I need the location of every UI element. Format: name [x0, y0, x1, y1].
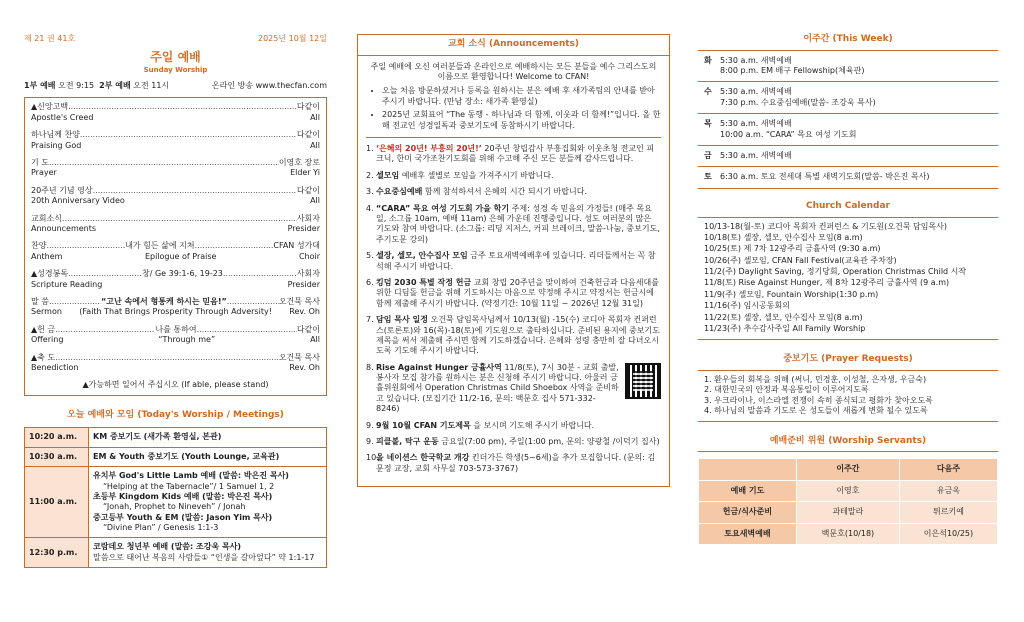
announcement-head: 올 네이션스 한국학교 개강	[376, 453, 470, 463]
liturgy-ko: 기 도	[31, 158, 49, 168]
liturgy-leader	[55, 353, 279, 363]
announcement-body: 20주년 창립감사 부흥집회와 이웃초청 전교인 피크닉, 한미 국가조찬기도회를 위해 수고해 주신 모든 분들께 감사드립니다.	[376, 144, 655, 164]
liturgy-en: Sermon	[31, 307, 62, 317]
announcement-body: 오건묵 담임목사님께서 10/13(월) -15(수) 코디아 목회자 컨퍼런스(토론토)와 16(목)-18(토)에 기도원으로 출타하십니다. 준비된 용지에 중보기도제목을 써서 제출해 주시면 함께 기도하겠습니다. 은혜와 성령 충만히 잘 다녀오시도록 기도해 주시기 바랍니다.	[376, 315, 660, 356]
today-row	[25, 447, 327, 466]
announcement-head: 9월 10월 CFAN 기도제목	[376, 420, 471, 430]
week-lines	[720, 119, 856, 140]
announcements-title: 교회 소식 (Announcements)	[358, 35, 669, 56]
servants-next-week: 이은석10/25)	[899, 523, 997, 544]
liturgy-middle: “고난 속에서 형통케 하시는 믿음!”	[101, 296, 227, 306]
this-week-list	[698, 51, 998, 189]
announcement-body: 교회 창립 20주년을 맞이하여 건축헌금과 다음세대를 위한 디딤돌 헌금을 위해 기도하시는 마음으로 약정해 주시고 약정서는 헌금시에 함께 제출해 주시기 바랍니다. (약정기간: 10월 11일 ~ 2026년 12월 31일)	[376, 277, 659, 308]
calendar-item: 11/16(주) 임시공동회의	[704, 301, 790, 311]
liturgy-item	[31, 241, 320, 262]
week-lines	[720, 151, 792, 161]
announcement-head: 킹덤 2030 특별 작정 헌금	[376, 277, 472, 287]
week-item	[698, 51, 998, 83]
prayer-item: 2. 대한민국의 안정과 복음통일이 이루어지도록	[704, 385, 869, 395]
liturgy-row	[31, 269, 320, 279]
bulletin-header	[24, 34, 327, 44]
liturgy-item	[31, 102, 320, 123]
liturgy-ko: 하나님께 찬양	[31, 130, 80, 140]
second-service-time: 오전 11시	[133, 81, 170, 91]
announcement-number: 4.	[366, 203, 374, 213]
today-time: 12:30 p.m.	[25, 538, 89, 568]
liturgy-item	[31, 269, 320, 290]
announcement-item	[366, 421, 661, 431]
servants-role: 예배 기도	[699, 480, 797, 501]
liturgy-right: 이영호 장로	[278, 158, 320, 168]
liturgy-en-row	[31, 168, 320, 178]
liturgy-en: Prayer	[31, 168, 57, 178]
liturgy-right: 다같이	[296, 185, 320, 195]
sunday-worship-title: 주일 예배	[150, 50, 201, 65]
liturgy-en-row	[31, 224, 320, 234]
prayer-requests-list	[698, 371, 998, 422]
liturgy-right: 다같이	[296, 130, 320, 140]
servants-header: 이주간	[796, 459, 899, 480]
liturgy-item	[31, 325, 320, 346]
liturgy-en-row	[31, 141, 320, 151]
announcement-text	[376, 171, 661, 181]
today-line: 초등부 Kingdom Kids 예배 (말씀: 박은진 목사)	[93, 491, 273, 501]
liturgy-leader	[197, 325, 297, 335]
liturgy-en-right: All	[310, 112, 320, 122]
liturgy-leader	[49, 297, 101, 307]
order-of-worship-column	[24, 0, 327, 568]
qr-code-icon	[625, 363, 661, 399]
liturgy-ko: 교회소식	[31, 213, 62, 223]
week-item	[698, 167, 998, 188]
announcement-item	[366, 278, 661, 309]
liturgy-right: 오건묵 목사	[278, 296, 320, 306]
liturgy-row	[31, 130, 320, 140]
week-line: 8:00 p.m. EM 배구 Fellowship(체육관)	[720, 66, 865, 76]
liturgy-row	[31, 297, 320, 307]
liturgy-list	[31, 102, 320, 373]
liturgy-leader	[68, 102, 297, 112]
today-time: 10:20 a.m.	[25, 428, 89, 447]
announcement-text	[376, 251, 661, 272]
liturgy-leader	[55, 325, 155, 335]
liturgy-leader	[223, 269, 297, 279]
announcement-text	[376, 187, 661, 197]
week-line: 5:30 a.m. 새벽예배	[720, 55, 792, 65]
liturgy-en-right: Elder Yi	[290, 168, 320, 178]
week-item	[698, 114, 998, 146]
liturgy-en-row	[31, 196, 320, 206]
announcement-text	[376, 278, 661, 309]
liturgy-row	[31, 353, 320, 363]
announcement-item	[366, 251, 661, 272]
announcement-head: 담임 목사 일정	[376, 315, 428, 325]
calendar-item: 10/18(토) 셀장, 셀모, 안수집사 모임(8 a.m)	[704, 232, 863, 242]
bulletin-date: 2025년 10월 12일	[258, 34, 327, 43]
liturgy-en-right: Presider	[287, 223, 320, 233]
first-service-time: 오전 9:15	[58, 81, 95, 91]
calendar-item: 10/26(주) 셀모임, CFAN Fall Festival(교육관 주차장)	[704, 255, 897, 265]
announcement-text	[376, 421, 661, 431]
liturgy-en-row	[31, 335, 320, 345]
liturgy-item	[31, 158, 320, 179]
announcement-body: 11/8(토), 7시 30분 - 교회 출발, 봉사자 모집 참가를 원하시는 분은 신청해 주시기 바랍니다. 아울러 긍휼위원회에서 Operation Christmas Child Shoebox 사역을 준비하고 있습니다. (모집기간 11/2-16, 문의: 백문호 집사 571-332-8246)	[376, 362, 619, 414]
announcement-number: 5.	[366, 251, 374, 261]
worship-servants-title: 예배준비 위원 (Worship Servants)	[698, 436, 998, 453]
today-worship-title: 오늘 예배와 모임 (Today's Worship / Meetings)	[67, 409, 284, 420]
today-row	[25, 467, 327, 538]
calendar-title: Church Calendar	[698, 201, 998, 218]
liturgy-row	[31, 102, 320, 112]
week-item	[698, 82, 998, 114]
announcement-body: 금주 토요새벽예배후에 있습니다. 리더들께서는 꼭 참석해 주시기 바랍니다.	[376, 251, 656, 271]
week-line: 5:30 a.m. 새벽예배	[720, 151, 792, 161]
announcement-body: 금요일(7:00 pm), 주일(1:00 pm, 문의: 양광철 /이덕기 집사)	[441, 437, 660, 447]
calendar-item: 11/9(주) 셀모임, Fountain Worship(1:30 p.m)	[704, 289, 879, 299]
liturgy-en-middle: (Faith That Brings Prosperity Through Adversity!	[79, 307, 272, 317]
announcement-item	[366, 437, 661, 447]
liturgy-middle: 창/ Ge 39:1-6, 19-23	[141, 269, 223, 279]
volume-number: 제 21 권 41호	[24, 34, 76, 43]
today-time: 11:00 a.m.	[25, 467, 89, 538]
announcement-item	[366, 363, 661, 415]
liturgy-leader	[80, 130, 297, 140]
announcement-head: 셀장, 셀모, 안수집사 모임	[376, 251, 468, 261]
week-day: 금	[704, 151, 712, 161]
calendar-item: 11/8(토) Rise Against Hunger, 제 8차 12광주리 긍휼사역 (9 a.m)	[704, 278, 950, 288]
week-line: 10:00 a.m. “CARA” 목요 여성 기도회	[720, 129, 857, 139]
liturgy-item	[31, 297, 320, 318]
liturgy-item	[31, 214, 320, 235]
liturgy-en-right: Rev. Oh	[289, 307, 320, 317]
first-service-label: 1부 예배	[24, 81, 56, 91]
stand-note: ▲가능하면 일어서 주십시오 (If able, please stand)	[82, 380, 269, 390]
servants-row	[699, 523, 998, 544]
today-detail	[89, 428, 327, 447]
announcement-text	[376, 204, 661, 246]
today-detail	[89, 538, 327, 568]
liturgy-item	[31, 353, 320, 374]
calendar-item: 11/23(주) 추수감사주일 All Family Worship	[704, 324, 866, 334]
liturgy-ko: ▲성경봉독	[31, 269, 69, 279]
second-service-label: 2부 예배	[99, 81, 131, 91]
announcement-body: 함께 참석하셔서 은혜의 시간 되시기 바랍니다.	[424, 187, 588, 197]
calendar-item: 10/25(토) 제 7차 12광주리 긍휼사역 (9:30 a.m)	[704, 244, 881, 254]
announcement-head: 셀모임	[376, 170, 400, 180]
announcement-number: 7.	[366, 315, 374, 325]
announcement-head: Rise Against Hunger 긍휼사역	[376, 362, 502, 372]
week-lines	[720, 87, 876, 108]
servants-header: 다음주	[899, 459, 997, 480]
liturgy-ko: 말 씀	[31, 296, 49, 306]
liturgy-box	[24, 97, 327, 395]
announcement-number: 10.	[366, 453, 379, 463]
calendar-list	[698, 218, 998, 341]
liturgy-item	[31, 130, 320, 151]
worship-servants-table	[698, 458, 998, 545]
announcement-item	[366, 171, 661, 181]
servants-this-week: 이영호	[796, 480, 899, 501]
servants-role: 토요새벽예배	[699, 523, 797, 544]
liturgy-right: CFAN 성가대	[273, 241, 320, 251]
today-line: “Divine Plan” / Genesis 1:1-3	[103, 523, 219, 533]
liturgy-row	[31, 325, 320, 335]
announcement-number: 9.	[366, 437, 374, 447]
week-day: 토	[704, 172, 712, 182]
liturgy-ko: ▲축 도	[31, 352, 56, 362]
announcement-body: 킨더가든 학생(5~6세)을 추가 모집합니다. (문의: 김문정 교장, 교회 사무실 703-573-3767)	[376, 453, 656, 473]
announcement-number: 2.	[366, 170, 374, 180]
announcements-box	[357, 34, 670, 487]
calendar-item: 11/2(주) Daylight Saving, 정기당회, Operation Christmas Child 시작	[704, 267, 967, 277]
liturgy-right: 다같이	[296, 324, 320, 334]
today-line: “Helping at the Tabernacle”/ 1 Samuel 1, 2	[103, 481, 275, 491]
week-line: 5:30 a.m. 새벽예배	[720, 87, 792, 97]
announcement-item	[366, 144, 661, 165]
liturgy-leader	[195, 241, 274, 251]
liturgy-en-right: Rev. Oh	[289, 362, 320, 372]
announcement-list	[366, 144, 661, 474]
welcome-bullet: • 2025년 교회표어 “The 동행 - 하나님과 더 함께, 이웃과 더 함께!”입니다. 올 한해 전교인 성경일독과 중보기도에 동참하시기 바랍니다.	[382, 110, 661, 131]
liturgy-leader	[46, 241, 125, 251]
liturgy-right: 다같이	[296, 102, 320, 112]
today-time: 10:30 a.m.	[25, 447, 89, 466]
week-day: 수	[704, 87, 712, 97]
week-line: 7:30 p.m. 수요중심예배(말씀- 조강욱 목사)	[720, 97, 876, 107]
liturgy-en: Benediction	[31, 362, 79, 372]
week-lines	[720, 172, 930, 182]
liturgy-en-right: All	[310, 196, 320, 206]
servants-next-week: 튀르키예	[899, 502, 997, 523]
service-times	[24, 81, 327, 91]
liturgy-en-middle: “Through me”	[158, 335, 216, 345]
week-line: 6:30 a.m. 토요 전세대 특별 새벽기도회(말씀- 박은진 목사)	[720, 172, 930, 182]
liturgy-en: Announcements	[31, 223, 97, 233]
liturgy-en-right: Presider	[287, 279, 320, 289]
liturgy-right: 사회자	[296, 213, 320, 223]
calendar-item: 11/22(토) 셀장, 셀모, 안수집사 모임(8 a.m)	[704, 312, 863, 322]
sunday-worship-subtitle: Sunday Worship	[143, 65, 208, 74]
servants-header	[699, 459, 797, 480]
liturgy-middle: 나를 통하여	[155, 324, 197, 334]
today-row	[25, 428, 327, 447]
announcement-text	[376, 363, 661, 415]
servants-row	[699, 480, 998, 501]
liturgy-ko: ▲헌 금	[31, 324, 56, 334]
this-week-title: 이주간 (This Week)	[698, 34, 998, 51]
liturgy-ko: ▲신앙고백	[31, 102, 69, 112]
liturgy-row	[31, 214, 320, 224]
liturgy-en-row	[31, 307, 320, 317]
liturgy-en: Anthem	[31, 251, 63, 261]
online-broadcast: 온라인 방송 www.thecfan.com	[211, 81, 327, 91]
liturgy-leader	[62, 214, 297, 224]
week-day: 목	[704, 119, 712, 129]
announcement-body: 주제: 성경 속 믿음의 가정들! (매주 목요일, 소그룹 10am, 예배 11am) 은혜 가운데 진행중입니다. 성도 여러분의 많은 기도와 참여 바랍니다. (소그룹: 리딩 지저스, 커피 브레이크, 말씀-나눔, 중보기도, 주기도문 강의)	[376, 203, 660, 244]
prayer-requests-title: 중보기도 (Prayer Requests)	[698, 354, 998, 371]
liturgy-en-right: All	[310, 335, 320, 345]
liturgy-right: 오건묵 목사	[278, 352, 320, 362]
announcement-head: 피클볼, 탁구 운동	[376, 437, 439, 447]
announcement-number: 8.	[366, 362, 374, 372]
servants-role: 헌금/식사준비	[699, 502, 797, 523]
liturgy-ko: 20주년 기념 영상	[31, 185, 93, 195]
servants-this-week: 과테말라	[796, 502, 899, 523]
calendar-item: 10/13-18(월-토) 코디아 목회자 컨퍼런스 & 기도원(오건묵 담임목사)	[704, 221, 948, 231]
liturgy-en-row	[31, 280, 320, 290]
announcement-item	[366, 187, 661, 197]
liturgy-en: Scripture Reading	[31, 279, 103, 289]
announcement-item	[366, 204, 661, 246]
week-line: 5:30 a.m. 새벽예배	[720, 119, 792, 129]
schedule-column	[698, 0, 998, 545]
liturgy-en: Apostle's Creed	[31, 112, 94, 122]
servants-next-week: 유금옥	[899, 480, 997, 501]
announcement-head: ‘은혜의 20년! 부흥의 20년!’	[376, 144, 482, 154]
liturgy-en-row	[31, 363, 320, 373]
servants-this-week: 백문호(10/18)	[796, 523, 899, 544]
liturgy-row	[31, 186, 320, 196]
today-detail	[89, 467, 327, 538]
announcement-number: 6.	[366, 277, 374, 287]
today-worship-table	[24, 427, 327, 568]
welcome-intro: 주일 예배에 오신 여러분들과 온라인으로 예배하시는 모든 분들을 예수 그리스도의 이름으로 환영합니다! Welcome to CFAN!	[370, 61, 657, 82]
today-line: 코람데오 청년부 예배 (말씀: 조강욱 목사)	[93, 542, 242, 552]
liturgy-item	[31, 186, 320, 207]
announcements-column	[357, 0, 670, 487]
liturgy-en-row	[31, 113, 320, 123]
announcement-number: 9.	[366, 420, 374, 430]
welcome-bullets	[366, 86, 661, 131]
divider	[366, 137, 661, 138]
today-line: 말씀으로 태어난 복음의 사람들① “인생을 갈아엎다” 약 1:1-17	[93, 552, 315, 562]
liturgy-row	[31, 158, 320, 168]
liturgy-right: 사회자	[296, 269, 320, 279]
liturgy-en-right: All	[310, 140, 320, 150]
announcement-head: 수요중심예배	[376, 187, 423, 197]
today-row	[25, 538, 327, 568]
liturgy-en-middle: Epilogue of Praise	[144, 251, 217, 261]
liturgy-leader	[49, 158, 279, 168]
announcement-head: “CARA” 목요 여성 기도회 가을 학기	[376, 203, 510, 213]
announcement-item	[366, 315, 661, 357]
liturgy-ko: 찬양	[31, 241, 47, 251]
liturgy-row	[31, 241, 320, 251]
week-lines	[720, 56, 864, 77]
today-line: EM & Youth 중보기도 (Youth Lounge, 교육관)	[93, 451, 280, 461]
prayer-item: 3. 우크라이나, 이스라엘 전쟁이 속히 종식되고 평화가 찾아오도록	[704, 395, 933, 405]
today-detail	[89, 447, 327, 466]
prayer-item: 1. 환우들의 회복을 위해 (써니, 민경훈, 이성철, 은자생, 우금숙)	[704, 375, 927, 385]
today-line: 중고등부 Youth & EM (말씀: Jason Yim 목사)	[93, 512, 273, 522]
servants-row	[699, 502, 998, 523]
liturgy-en: 20th Anniversary Video	[31, 196, 125, 206]
liturgy-en: Offering	[31, 335, 64, 345]
liturgy-leader	[68, 269, 142, 279]
liturgy-en-right: Choir	[298, 251, 320, 261]
liturgy-leader	[93, 186, 297, 196]
liturgy-leader	[227, 297, 279, 307]
today-line: KM 중보기도 (새가족 환영실, 본관)	[93, 432, 222, 442]
announcement-number: 3.	[366, 187, 374, 197]
announcement-text	[376, 315, 661, 357]
prayer-item: 4. 하나님의 말씀과 기도로 온 성도들이 새롭게 변화 될수 있도록	[704, 406, 928, 416]
announcement-number: 1.	[366, 144, 374, 154]
announcement-text	[376, 144, 661, 165]
liturgy-middle: 내가 힘든 삶에 지쳐	[125, 241, 195, 251]
announcement-body: 을 보시며 기도해 주시기 바랍니다.	[473, 420, 595, 430]
announcement-text	[376, 437, 661, 447]
announcement-item	[366, 453, 661, 474]
announcement-body: 예배후 셀별로 모임을 가져주시기 바랍니다.	[401, 170, 554, 180]
today-line: 유치부 God's Little Lamb 예배 (말씀: 박은진 목사)	[93, 471, 289, 481]
today-line: “Jonah, Prophet to Nineveh” / Jonah	[103, 502, 246, 512]
welcome-bullet: • 오늘 처음 방문하셨거나 등록을 원하시는 분은 예배 후 새가족팀의 안내를 받아주시기 바랍니다. (만남 장소: 새가족 환영실)	[382, 86, 661, 107]
announcement-text	[376, 453, 661, 474]
week-item	[698, 146, 998, 167]
liturgy-en: Praising God	[31, 140, 82, 150]
liturgy-en-row	[31, 252, 320, 262]
week-day: 화	[704, 55, 712, 65]
